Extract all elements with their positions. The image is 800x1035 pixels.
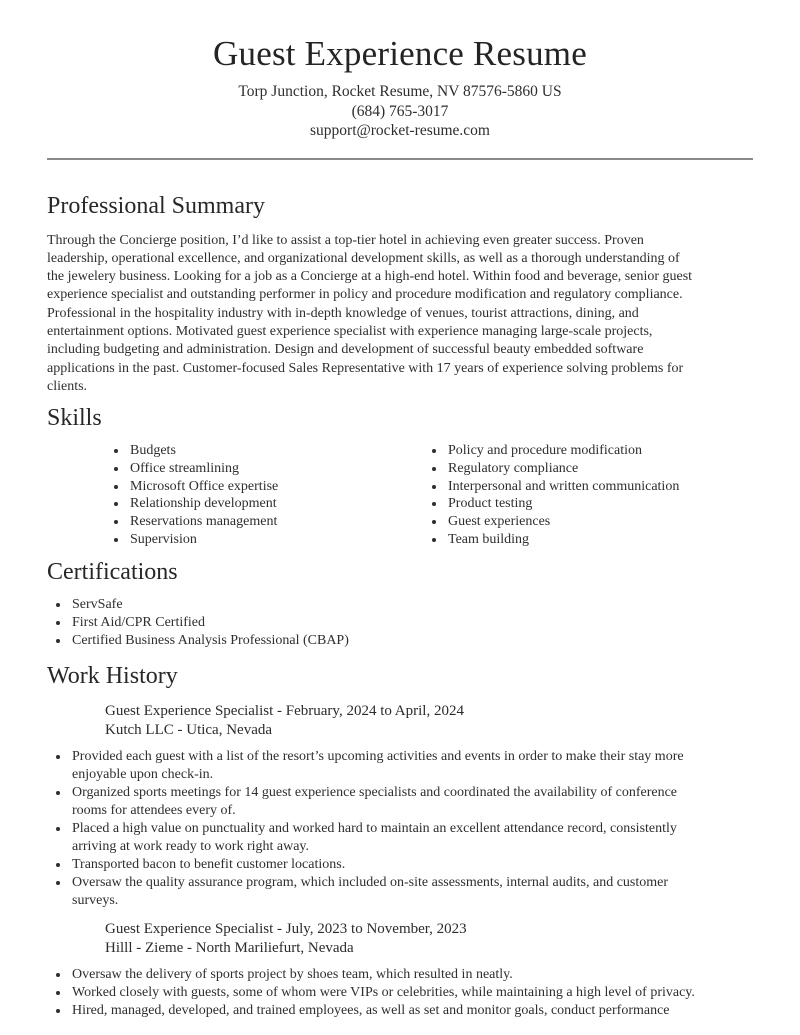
section-certifications <box>47 556 753 649</box>
skills-list-left <box>105 442 423 548</box>
job-company: Kutch LLC - Utica, Nevada <box>105 721 273 738</box>
job-bullets <box>47 966 695 1020</box>
job-bullet: • Organized sports meetings for 14 guest experience specialists and coordinated the availability of conference rooms for attendees every of. <box>70 784 695 820</box>
job-bullet: • Transported bacon to benefit customer locations. <box>70 856 695 874</box>
skill-item: • Reservations management <box>128 513 423 531</box>
job-entry-1 <box>47 702 753 910</box>
skill-item: • Policy and procedure modification <box>446 442 753 460</box>
job-header <box>105 702 753 740</box>
certification-item: • First Aid/CPR Certified <box>70 614 753 632</box>
skill-item: • Microsoft Office expertise <box>128 478 423 496</box>
job-title: Guest Experience Specialist - February, 2024 to April, 2024 <box>105 702 464 719</box>
job-entry-2 <box>47 920 753 1020</box>
job-title: Guest Experience Specialist - July, 2023 to November, 2023 <box>105 920 467 937</box>
job-bullets <box>47 748 695 910</box>
skill-item: • Guest experiences <box>446 513 753 531</box>
certifications-list <box>47 596 753 649</box>
contact-email: support@rocket-resume.com <box>310 122 490 139</box>
section-skills <box>47 402 753 548</box>
work-history-heading: Work History <box>47 662 178 689</box>
contact-block <box>47 82 753 141</box>
header-divider <box>47 158 753 160</box>
skills-heading: Skills <box>47 405 102 432</box>
skill-item: • Regulatory compliance <box>446 460 753 478</box>
page-title: Guest Experience Resume <box>213 34 587 73</box>
skills-columns <box>105 442 753 548</box>
job-bullet: • Placed a high value on punctuality and worked hard to maintain an excellent attendance record, consistently arriving at work ready to work right away. <box>70 820 695 856</box>
job-bullet: • Oversaw the delivery of sports project by shoes team, which resulted in neatly. <box>70 966 695 984</box>
skill-item: • Interpersonal and written communication <box>446 478 753 496</box>
job-bullet: • Worked closely with guests, some of whom were VIPs or celebrities, while maintaining a high level of privacy. <box>70 984 695 1002</box>
skill-item: • Supervision <box>128 531 423 549</box>
section-professional-summary <box>47 190 753 397</box>
job-company: Hilll - Zieme - North Mariliefurt, Nevada <box>105 939 354 956</box>
skill-item: • Team building <box>446 531 753 549</box>
job-bullet: • Provided each guest with a list of the resort’s upcoming activities and events in order to make their stay more enjoyable upon check-in. <box>70 748 695 784</box>
skill-item: • Office streamlining <box>128 460 423 478</box>
skill-item: • Budgets <box>128 442 423 460</box>
skill-item: • Product testing <box>446 495 753 513</box>
contact-address: Torp Junction, Rocket Resume, NV 87576-5860 US <box>238 83 562 100</box>
certification-item: • Certified Business Analysis Professional (CBAP) <box>70 632 753 650</box>
job-bullet: • Oversaw the quality assurance program, which included on-site assessments, internal audits, and customer surveys. <box>70 874 695 910</box>
certification-item: • ServSafe <box>70 596 753 614</box>
job-bullet: • Hired, managed, developed, and trained employees, as well as set and monitor goals, conduct performance <box>70 1002 695 1020</box>
resume-header <box>47 34 753 141</box>
skills-list-right <box>423 442 753 548</box>
professional-summary-heading: Professional Summary <box>47 192 265 219</box>
certifications-heading: Certifications <box>47 559 178 586</box>
section-work-history <box>47 660 753 1020</box>
job-header <box>105 920 753 958</box>
professional-summary-text: Through the Concierge position, I’d like to assist a top-tier hotel in achieving even greater success. Proven leadership, operational excellence, and organizational development skills, as well as a thorough understanding of the jewelery business. Looking for a job as a Concierge at a high-end hotel. Within food and beverage, senior guest experience specialist and outstanding performer in policy and procedure modification and regulatory compliance. Professional in the hospitality industry with in-depth knowledge of venues, tourist attractions, dining, and entertainment options. Motivated guest experience specialist with experience managing large-scale projects, including budgeting and administration. Design and development of successful beauty embedded software applications in the past. Customer-focused Sales Representative with 17 years of experience solving problems for clients. <box>47 232 693 394</box>
skill-item: • Relationship development <box>128 495 423 513</box>
contact-phone: (684) 765-3017 <box>351 102 449 120</box>
